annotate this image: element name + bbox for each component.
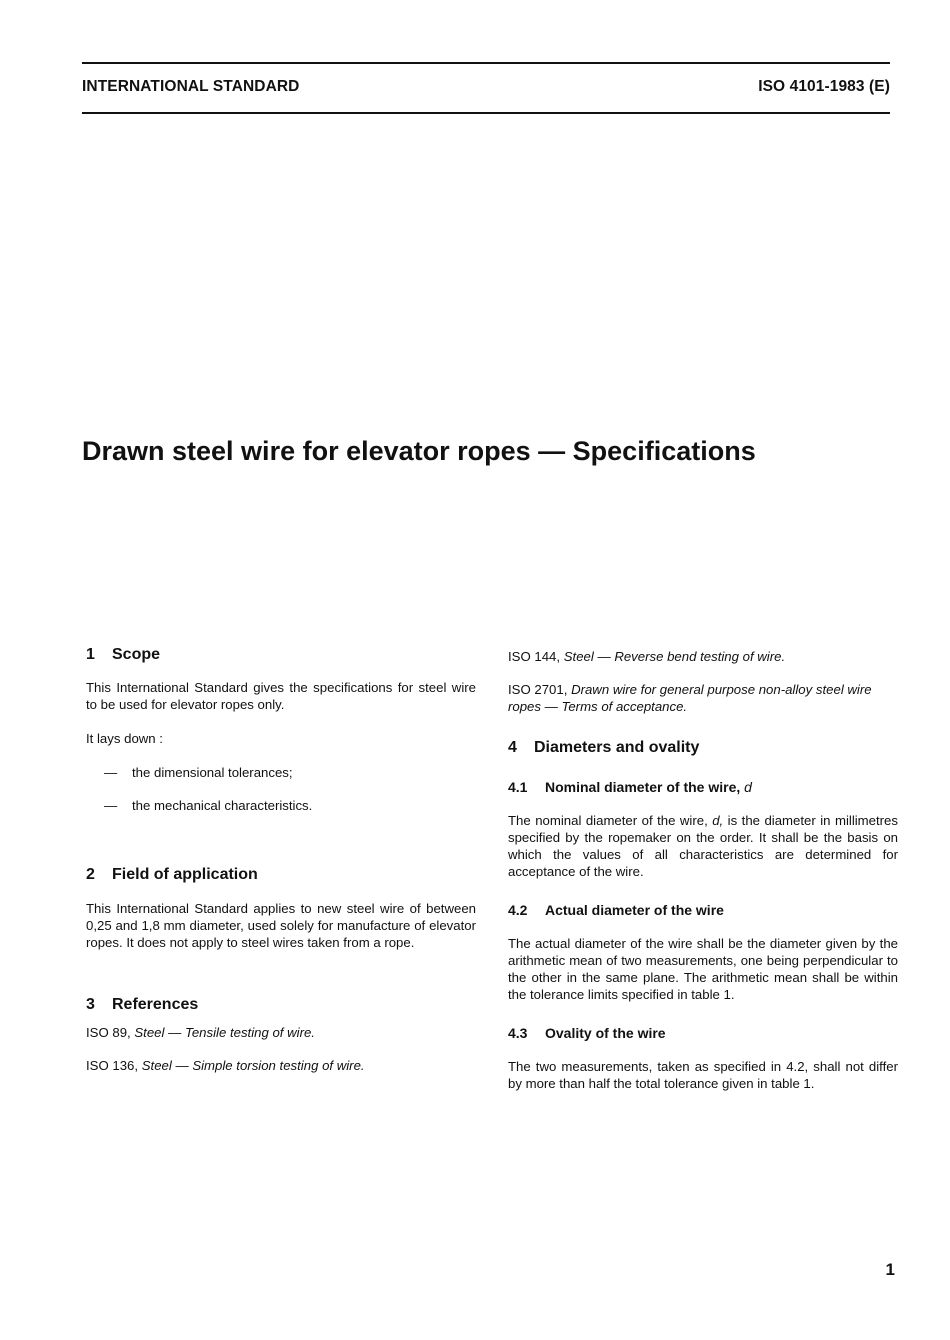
section-title: Scope xyxy=(112,646,161,663)
subsection-heading-4-2: 4.2 Actual diameter of the wire xyxy=(508,902,724,918)
nominal-diameter-paragraph: The nominal diameter of the wire, d, is the diameter in millimetres specified by the ropemaker on the order. It shall be the basis on which the values of all characteristics are determined for acceptance of the wire. xyxy=(508,813,898,879)
subsection-heading-4-1: 4.1 Nominal diameter of the wire, d xyxy=(508,779,752,795)
field-paragraph: This International Standard applies to new steel wire of between 0,25 and 1,8 mm diameter, used solely for manufacture of elevator ropes. It does not apply to steel wires taken from a rope. xyxy=(86,901,476,950)
section-title: References xyxy=(112,996,199,1013)
list-item: — the dimensional tolerances; xyxy=(104,765,293,780)
section-heading-diameters xyxy=(508,738,898,758)
section-title: Diameters and ovality xyxy=(534,739,700,756)
section-heading-field xyxy=(86,865,476,885)
ovality-paragraph: The two measurements, taken as specified in 4.2, shall not differ by more than half the total tolerance given in table 1. xyxy=(508,1059,898,1091)
right-column xyxy=(508,648,898,1092)
section-number: 3 xyxy=(86,996,95,1013)
subsection-heading-4-3: 4.3 Ovality of the wire xyxy=(508,1025,666,1041)
header-top-rule xyxy=(82,62,890,64)
scope-paragraph: This International Standard gives the specifications for steel wire to be used for elevator ropes only. xyxy=(86,680,476,712)
actual-diameter-paragraph: The actual diameter of the wire shall be the diameter given by the arithmetic mean of two measurements, one being perpendicular to the other in the same plane. The arithmetic mean shall be within the tolerance limits specified in table 1. xyxy=(508,936,898,1002)
reference-item: ISO 136, Steel — Simple torsion testing of wire. xyxy=(86,1058,365,1073)
reference-item: ISO 2701, Drawn wire for general purpose non-alloy steel wire ropes — Terms of acceptance. xyxy=(508,682,872,714)
document-title: Drawn steel wire for elevator ropes — Specifications xyxy=(82,436,756,466)
section-title: Field of application xyxy=(112,866,258,883)
page-number: 1 xyxy=(885,1260,895,1279)
header-standard-type: INTERNATIONAL STANDARD xyxy=(82,78,300,95)
list-item: — the mechanical characteristics. xyxy=(104,798,313,813)
scope-lays-down: It lays down : xyxy=(86,731,163,746)
section-heading-scope xyxy=(86,645,476,665)
section-number: 1 xyxy=(86,646,95,663)
reference-item: ISO 144, Steel — Reverse bend testing of wire. xyxy=(508,649,786,664)
section-number: 2 xyxy=(86,866,95,883)
left-column xyxy=(86,645,476,1074)
section-heading-references xyxy=(86,995,476,1015)
section-number: 4 xyxy=(508,739,517,756)
reference-item: ISO 89, Steel — Tensile testing of wire. xyxy=(86,1025,315,1040)
header-bottom-rule xyxy=(82,112,890,114)
header-standard-number: ISO 4101-1983 (E) xyxy=(758,78,890,95)
